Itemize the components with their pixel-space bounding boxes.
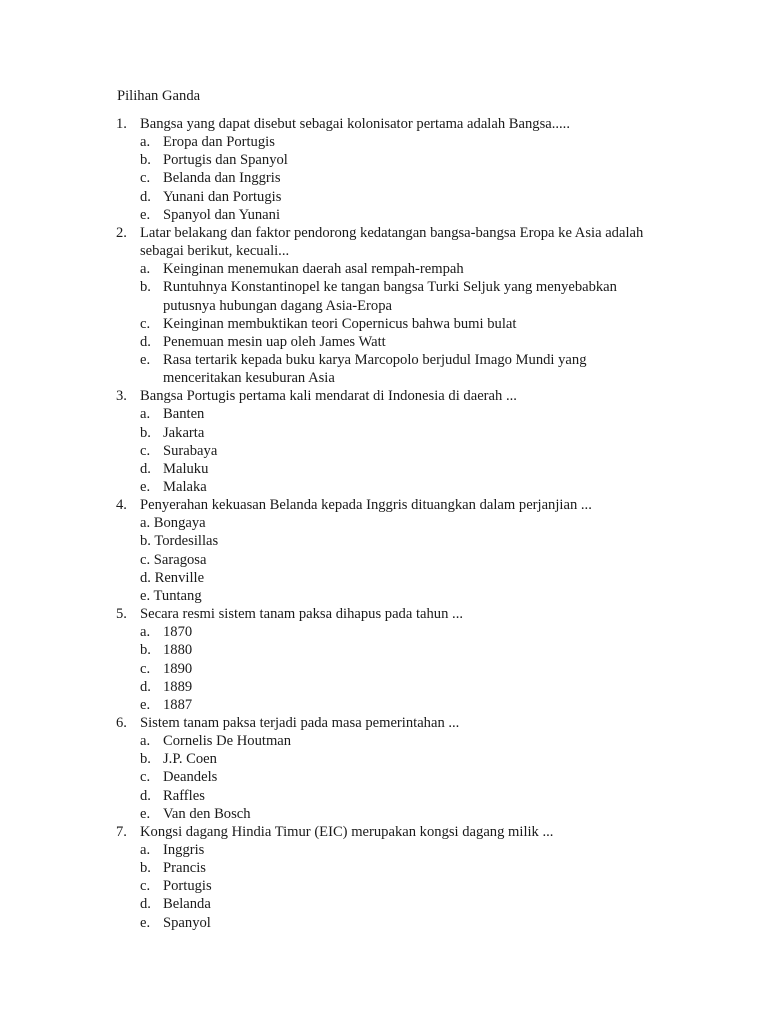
option-item: c. Saragosa [140,552,207,568]
question-number: 3. [116,388,127,404]
option-text: putusnya hubungan dagang Asia-Eropa [163,298,392,314]
question-number: 6. [116,715,127,731]
option-letter: a. [140,624,151,640]
option-item: e. Tuntang [140,588,202,604]
option-letter: c. [140,316,151,332]
option-text: Jakarta [163,425,205,441]
option-letter: b. [140,425,151,441]
option-text: Runtuhnya Konstantinopel ke tangan bangsa Turki Seljuk yang menyebabkan [163,279,617,295]
option-letter: a. [140,261,151,277]
option-text: menceritakan kesuburan Asia [163,370,335,386]
option-item: b. Tordesillas [140,533,219,549]
page-title: Pilihan Ganda [117,88,201,104]
option-text: Raffles [163,788,205,804]
question-text: Sistem tanam paksa terjadi pada masa pemerintahan ... [140,715,460,731]
option-text: J.P. Coen [163,751,217,767]
option-letter: b. [140,751,151,767]
option-letter: a. [140,733,151,749]
question-text: Bangsa Portugis pertama kali mendarat di Indonesia di daerah ... [140,388,517,404]
question-number: 7. [116,824,127,840]
option-text: Maluku [163,461,209,477]
option-text: Rasa tertarik kepada buku karya Marcopolo berjudul Imago Mundi yang [163,352,587,368]
question-text: Latar belakang dan faktor pendorong kedatangan bangsa-bangsa Eropa ke Asia adalah [140,225,644,241]
option-letter: c. [140,878,151,894]
option-letter: e. [140,697,151,713]
option-text: Malaka [163,479,207,495]
option-text: 1890 [163,661,193,677]
option-text: Keinginan membuktikan teori Copernicus bahwa bumi bulat [163,316,517,332]
option-letter: a. [140,842,151,858]
option-letter: b. [140,860,151,876]
option-text: Belanda [163,896,211,912]
question-text: Bangsa yang dapat disebut sebagai kolonisator pertama adalah Bangsa..... [140,116,570,132]
option-text: Van den Bosch [163,806,251,822]
option-letter: b. [140,279,151,295]
question-number: 2. [116,225,127,241]
option-letter: d. [140,788,151,804]
option-text: Deandels [163,769,218,785]
option-letter: b. [140,152,151,168]
option-letter: c. [140,170,151,186]
question-text: Penyerahan kekuasan Belanda kepada Inggris dituangkan dalam perjanjian ... [140,497,592,513]
option-text: Yunani dan Portugis [163,189,282,205]
option-letter: c. [140,769,151,785]
option-letter: e. [140,352,151,368]
option-text: Inggris [163,842,205,858]
option-text: Portugis [163,878,212,894]
option-letter: d. [140,679,151,695]
option-text: 1889 [163,679,193,695]
option-text: Spanyol dan Yunani [163,207,281,223]
question-number: 1. [116,116,127,132]
option-text: 1887 [163,697,193,713]
option-text: Belanda dan Inggris [163,170,281,186]
option-letter: e. [140,207,151,223]
option-text: 1880 [163,642,193,658]
option-letter: e. [140,479,151,495]
option-text: Banten [163,406,205,422]
question-number: 5. [116,606,127,622]
question-text: Kongsi dagang Hindia Timur (EIC) merupakan kongsi dagang milik ... [140,824,554,840]
option-text: Penemuan mesin uap oleh James Watt [163,334,386,350]
option-text: Cornelis De Houtman [163,733,292,749]
option-text: Spanyol [163,915,211,931]
option-item: a. Bongaya [140,515,206,531]
option-letter: d. [140,189,151,205]
option-letter: b. [140,642,151,658]
option-text: Keinginan menemukan daerah asal rempah-rempah [163,261,464,277]
option-letter: d. [140,461,151,477]
option-letter: a. [140,406,151,422]
question-number: 4. [116,497,127,513]
option-letter: d. [140,334,151,350]
option-letter: e. [140,915,151,931]
option-letter: c. [140,661,151,677]
option-letter: e. [140,806,151,822]
option-letter: a. [140,134,151,150]
question-text: sebagai berikut, kecuali... [140,243,290,259]
option-text: Prancis [163,860,206,876]
question-text: Secara resmi sistem tanam paksa dihapus pada tahun ... [140,606,463,622]
option-text: 1870 [163,624,193,640]
option-item: d. Renville [140,570,205,586]
option-letter: c. [140,443,151,459]
option-text: Portugis dan Spanyol [163,152,288,168]
option-letter: d. [140,896,151,912]
option-text: Surabaya [163,443,218,459]
option-text: Eropa dan Portugis [163,134,275,150]
